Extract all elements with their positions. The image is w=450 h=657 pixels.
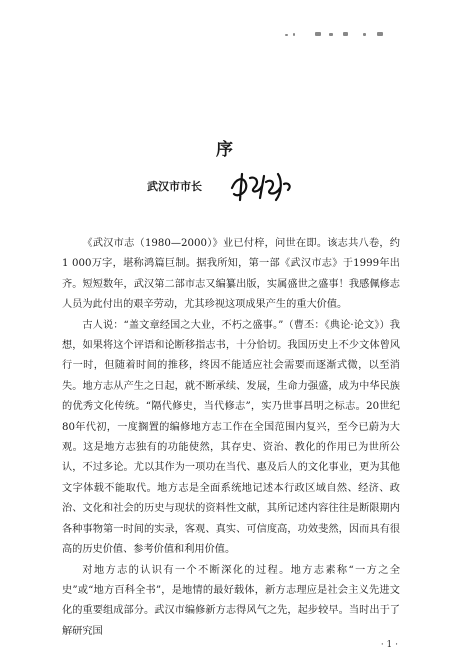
page-number: · 1 · (380, 640, 398, 650)
preface-title: 序 (216, 140, 234, 160)
handwritten-signature (226, 168, 296, 204)
author-title: 武汉市市长 (147, 180, 202, 193)
paragraph: 对地方志的认识有一个不断深化的过程。地方志素称“一方之全史”或“地方百科全书”，是地情的最好载体，新方志理应是社会主义先进文化的重要组成部分。武汉市编修新方志得风气之先，起步较早。当时出于了解研究国 (62, 564, 400, 637)
author-line (0, 168, 450, 208)
paragraph: 古人说：“盖文章经国之大业，不朽之盛事。”（曹丕：《典论·论文》）我想，如果将这个评语和论断移指志书，十分恰切。我国历史上不少文体曾风行一时，但随着时间的推移，终因不能适应社会需要而逐渐式微，以至消失。地方志从产生之日起，就不断承续、发展，生命力强盛，成为中华民族的优秀文化传统。“隔代修史，当代修志”，实乃世事昌明之标志。20世纪80年代初，一度搁置的编修地方志工作在全国范围内复兴，至今已蔚为大观。这是地方志独有的功能使然，其存史、资治、教化的作用已为世所公认，不过多论。尤以其作为一项功在当代、惠及后人的文化事业，更为其他文字体载不能取代。地方志是全面系统地记述本行政区域自然、经济、政治、文化和社会的历史与现状的资料性文献，其所记述内容往往是断限期内各种事物第一时间的实录，客观、真实、可信度高，功效斐然，因而具有很高的历史价值、参考价值和利用价值。 (62, 319, 400, 556)
preface-body (62, 234, 400, 642)
paragraph: 《武汉市志（1980—2000）》业已付梓，问世在即。该志共八卷，约1 000万字，堪称鸿篇巨制。据我所知，第一部《武汉市志》于1999年出齐。短短数年，武汉第二部市志又编纂出版，实属盛世之盛事！我感佩修志人员为此付出的艰辛劳动，尤其珍视这项成果产生的重大价值。 (62, 238, 400, 311)
scan-artifact (285, 30, 395, 38)
